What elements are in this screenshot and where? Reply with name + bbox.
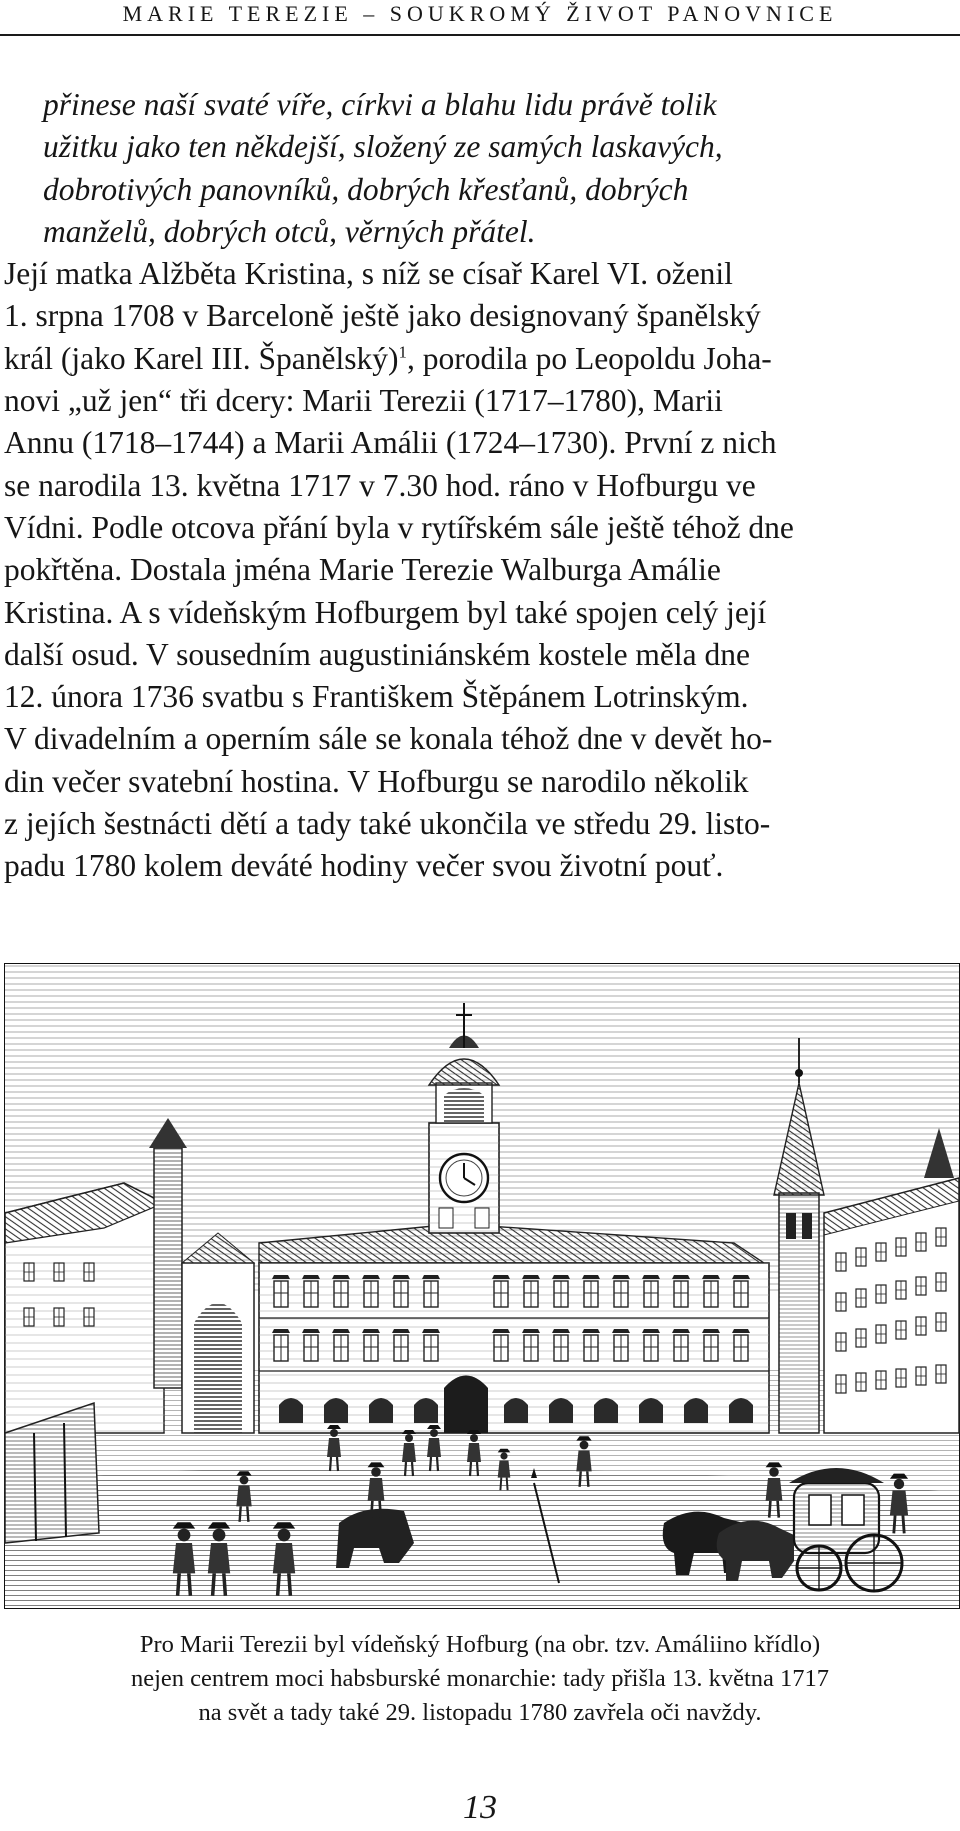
header-title: SOUKROMÝ ŽIVOT PANOVNICE [389, 1, 838, 26]
caption-line: nejen centrem moci habsburské monarchie: tady přišla 13. května 1717 [130, 1665, 830, 1692]
caption-line: na svět a tady také 29. listopadu 1780 zavřela oči navždy. [198, 1699, 762, 1726]
header-separator: – [363, 1, 380, 26]
quote-block [4, 84, 960, 253]
text-line: V divadelním a operním sále se konala téhož dne v devět ho- [4, 721, 773, 757]
caption-line: Pro Marii Terezii byl vídeňský Hofburg (na obr. tzv. Amáliino křídlo) [139, 1631, 821, 1658]
quote-line: užitku jako ten někdejší, složený ze samých laskavých, [43, 129, 723, 165]
footnote-ref[interactable]: 1 [398, 342, 407, 362]
text-line: 12. února 1736 svatbu s Františkem Štěpánem Lotrinským. [4, 679, 749, 715]
running-header [0, 0, 960, 34]
text-line: pokřtěna. Dostala jména Marie Terezie Walburga Amálie [4, 552, 721, 588]
quote-line: dobrotivých panovníků, dobrých křesťanů, dobrých [43, 171, 689, 207]
hofburg-engraving [4, 963, 960, 1609]
text-line: Kristina. A s vídeňským Hofburgem byl také spojen celý její [4, 594, 767, 630]
text-line: padu 1780 kolem deváté hodiny večer svou životní pouť. [4, 848, 724, 884]
quote-line: přinese naší svaté víře, církvi a blahu lidu právě tolik [43, 87, 717, 122]
header-rule [0, 34, 960, 36]
text-fragment: král (jako Karel III. Španělský) [4, 340, 399, 376]
text-line: z jejích šestnácti dětí a tady také ukončila ve středu 29. listo- [4, 806, 771, 842]
text-line-with-footnote [4, 338, 960, 380]
text-line: Vídni. Podle otcova přání byla v rytířském sále ještě téhož dne [4, 509, 794, 545]
page-number: 13 [463, 1789, 497, 1826]
header-author: MARIE TEREZIE [122, 1, 353, 26]
text-line: 1. srpna 1708 v Barceloně ještě jako designovaný španělský [4, 298, 761, 334]
text-line: novi „už jen“ tři dcery: Marii Terezii (1717–1780), Marii [4, 383, 723, 419]
text-line: Annu (1718–1744) a Marii Amálii (1724–1730). První z nich [4, 425, 777, 461]
text-line: další osud. V sousedním augustiniánském kostele měla dne [4, 636, 751, 672]
quote-line: manželů, dobrých otců, věrných přátel. [43, 213, 536, 249]
text-fragment: , porodila po Leopoldu Joha- [406, 340, 772, 376]
body-text [4, 84, 960, 888]
figure-caption [0, 1628, 960, 1730]
text-line: se narodila 13. května 1717 v 7.30 hod. ráno v Hofburgu ve [4, 467, 756, 503]
text-line: din večer svatební hostina. V Hofburgu se narodilo několik [4, 763, 749, 799]
text-line: Její matka Alžběta Kristina, s níž se císař Karel VI. oženil [4, 256, 733, 292]
